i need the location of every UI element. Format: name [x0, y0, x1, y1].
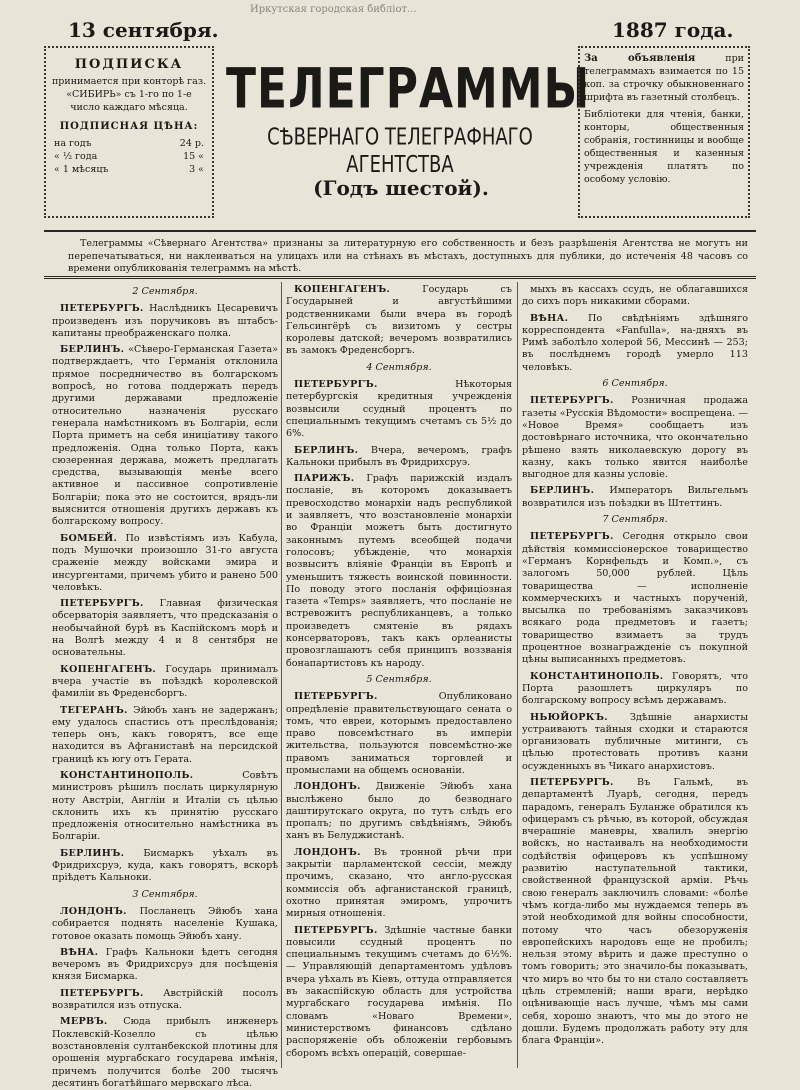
- subscription-title: ПОДПИСКА: [74, 57, 184, 72]
- masthead-title: ТЕЛЕГРАММЫ: [226, 57, 591, 122]
- telegram-text: Эйюбъ ханъ не задержанъ; ему удалось спастись отъ преслѣдованія; теперь онъ, какъ говорятъ, все еще находится въ Афганистанѣ на персидской границѣ къ югу отъ Герата.: [52, 704, 278, 765]
- telegram-item: [52, 988, 278, 1013]
- telegram-item: [52, 906, 278, 943]
- telegram-place: ВѢНА.: [530, 312, 569, 324]
- price-value: 24 р.: [179, 138, 204, 149]
- library-stamp: Иркутская городская библiот...: [250, 4, 417, 15]
- subscription-price-title: ПОДПИСНАЯ ЦѢНА:: [59, 121, 199, 132]
- telegram-text: Наслѣдникъ Цесаревичъ произведенъ изъ поручиковъ въ штабсъ-капитаны преображенскаго полка.: [52, 303, 278, 339]
- telegram-place: ПЕТЕРБУРГЪ.: [530, 531, 614, 543]
- telegram-text: Въ тронной рѣчи при закрытіи парламентской сессіи, между прочимъ, сказано, что англо-русская коммиссія объ афганистанской границѣ, охотно принятая эмиромъ, упрочитъ мирныя отношенія.: [286, 846, 512, 920]
- telegram-place: КОНСТАНТИНОПОЛЬ.: [530, 670, 664, 682]
- price-period: на годъ: [54, 138, 92, 149]
- telegram-place: КОПЕНГАГЕНЪ.: [294, 284, 391, 295]
- telegram-item: [52, 344, 278, 528]
- telegram-item: [286, 781, 512, 842]
- divider: [44, 230, 756, 232]
- telegram-item: [52, 598, 278, 659]
- issue-year: 1887 года.: [612, 18, 734, 42]
- ads-paragraph: [584, 52, 744, 104]
- telegram-place: ПЕТЕРБУРГЪ.: [60, 303, 144, 315]
- price-period: « 1 мѣсяцъ: [54, 164, 109, 175]
- price-row: [50, 163, 208, 176]
- telegram-text: Вчера, вечеромъ, графъ Кальноки прибылъ въ Фридрихсруэ.: [286, 444, 512, 468]
- telegram-text: Говорятъ, что Порта разошлетъ циркуляръ по болгарскому вопросу всѣмъ державамъ.: [522, 670, 748, 707]
- telegram-text: Сюда прибылъ инженеръ Поклевскій-Козелло съ цѣлью возстановленія султанбекской плотины для орошенія мургабскаго государева имѣнія, причемъ получится болѣе 200 тысячъ десятинъ богатѣйшаго мервскаго лѣса.: [52, 1016, 278, 1089]
- telegram-text: Здѣшніе анархисты устраиваютъ тайныя сходки и стараются организовать публичные митинги, съ цѣлью протестовать противъ казни осужденныхъ въ Чикаго анархистовъ.: [522, 711, 748, 772]
- telegram-item: [286, 691, 512, 777]
- column-1: [52, 284, 278, 1089]
- telegram-place: КОПЕНГАГЕНЪ.: [60, 663, 157, 675]
- column-2: [286, 284, 512, 1068]
- telegram-text: Главная физическая обсерваторія заявляетъ, что предсказанія о необычайной бурѣ въ Каспійскомъ морѣ и на Волгѣ между 4 и 8 сентября не основательны.: [52, 598, 278, 659]
- telegram-text: Совѣтъ министровъ рѣшилъ послать циркулярную ноту Австріи, Англіи и Италіи съ цѣлью склонить ихъ къ принятію русскаго предложенія относительно намѣстника въ Болгаріи.: [52, 769, 278, 843]
- telegram-place: ПЕТЕРБУРГЪ.: [60, 987, 144, 999]
- telegram-item: [522, 712, 748, 773]
- telegram-place: ПЕТЕРБУРГЪ.: [530, 776, 614, 788]
- telegram-place: МЕРВЪ.: [60, 1016, 108, 1028]
- telegram-item: [286, 847, 512, 921]
- price-value: 15 «: [183, 151, 204, 162]
- ads-lead: За объявленія: [584, 53, 696, 64]
- telegram-text: По извѣстіямъ изъ Кабула, подъ Мушочки произошло 31-го августа сраженіе между войсками эмира и инсургентами, причемъ убито и ранено 500 человѣкъ.: [52, 532, 278, 593]
- telegram-place: БЕРЛИНЪ.: [294, 444, 359, 456]
- price-list: [50, 137, 208, 176]
- telegram-item: [286, 379, 512, 440]
- date-heading: 3 Сентября.: [132, 888, 198, 900]
- telegram-place: НЬЮЙОРКЪ.: [530, 711, 608, 723]
- ads-box: [578, 46, 750, 218]
- telegram-item: [52, 947, 278, 984]
- telegram-item: [286, 925, 512, 1060]
- telegram-text: Австрійскій посолъ возвратился изъ отпуска.: [52, 987, 278, 1012]
- price-period: « ½ года: [54, 151, 98, 162]
- telegram-item: [52, 1016, 278, 1090]
- telegram-text: Графъ парижскій издалъ посланіе, въ которомъ доказываетъ превосходство монархіи надъ республикой и заявляетъ, что возстановленіе монархіи во Франціи можетъ быть достигнуто законнымъ путемъ всеобщей подачи голосовъ; убѣжденіе, что монархія возвыситъ вліяніе Франціи въ Европѣ и уменьшитъ тяжесть воинской повинности. По поводу этого посланія оффиціозная газета «Temps» заявляетъ, что посланіе не встревожитъ республиканцевъ, а только произведетъ смятеніе въ рядахъ консерваторовъ, такъ какъ орлеанисты провозглашаютъ себя принципъ воззванія бонапартистовъ къ народу.: [286, 473, 512, 669]
- masthead-year: (Годъ шестой).: [313, 176, 489, 200]
- telegram-place: ЛОНДОНЪ.: [294, 781, 361, 793]
- telegram-text: Движеніе Эйюбъ хана выслѣжено было до безводнаго даштирутскаго округа, по тутъ слѣдъ его пропалъ; по другимъ свѣдѣніямъ, Эйюбъ ханъ въ Белуджистанѣ.: [286, 781, 512, 842]
- telegram-text: Императоръ Вильгельмъ возвратился изъ поѣздки въ Штеттинъ.: [522, 485, 748, 509]
- telegram-continuation: [522, 284, 748, 309]
- subscription-text: принимается при конторѣ газ. «СИБИРЬ» съ 1-го по 1-е число каждаго мѣсяца.: [51, 76, 207, 113]
- date-heading: 7 Сентября.: [602, 514, 668, 526]
- telegram-place: ПЕТЕРБУРГЪ.: [294, 691, 378, 703]
- telegram-text: Сегодня открыло свои дѣйствія коммиссіонерское товарищество «Германъ Корнфельдъ и Комп.», съ залогомъ 50,000 рублей. Цѣль товарищества — исполненіе коммерческихъ и частныхъ порученій, высылка по требованіямъ заказчиковъ всякаго рода предметовъ и газетъ; товарищество взимаетъ за трудъ процентное вознагражденіе съ покупной цѣны выписанныхъ предметовъ.: [522, 531, 748, 666]
- telegram-place: БЕРЛИНЪ.: [60, 344, 125, 356]
- telegram-place: ПЕТЕРБУРГЪ.: [294, 924, 378, 936]
- telegram-item: [522, 485, 748, 510]
- telegram-item: [522, 671, 748, 708]
- divider: [44, 276, 756, 279]
- ads-paragraph-2: Библiотеки для чтенія, банки, конторы, общественныя собранія, гостинницы и вообще общественныя и казенныя учрежденія платятъ по особому условію.: [584, 109, 744, 185]
- price-row: [50, 137, 208, 150]
- telegram-place: ПЕТЕРБУРГЪ.: [294, 379, 378, 391]
- telegram-item: [52, 705, 278, 766]
- issue-date: 13 сентября.: [68, 18, 219, 42]
- telegram-text: Нѣкоторыя петербургскія кредитныя учрежденія возвысили ссудный процентъ по специальнымъ текущимъ счетамъ съ 5½ до 6%.: [286, 379, 512, 440]
- telegram-text: Розничная продажа газеты «Русскія Вѣдомости» воспрещена. — «Новое Время» сообщаетъ изъ достовѣрнаго источника, что окончательно рѣшено взять николаевскую дорогу въ казну, какъ только явится наиболѣе выгодное для казны условіе.: [522, 395, 748, 481]
- ads-text: при телеграммахъ взимается по 15 коп. за строчку обыкновеннаго шрифта въ газетный столбецъ.: [584, 53, 744, 103]
- masthead-subtitle: СѢВЕРНАГО ТЕЛЕГРАФНАГО АГЕНТСТВА: [267, 123, 533, 179]
- date-heading: 6 Сентября.: [602, 378, 668, 390]
- telegram-item: [522, 777, 748, 1048]
- telegram-item: [52, 848, 278, 885]
- telegram-item: [52, 533, 278, 594]
- telegram-item: [522, 395, 748, 481]
- telegram-place: БОМБЕЙ.: [60, 532, 118, 544]
- column-3: [522, 284, 748, 1068]
- telegram-text: мыхъ въ кассахъ ссудъ, не облагавшихся до сихъ поръ никакими сборами.: [522, 284, 748, 308]
- telegram-text: Опубликовано опредѣленіе правительствующаго сената о томъ, что евреи, которымъ предоставлено право повсемѣстнаго въ имперіи жительства, пользуются повсемѣстно-же правомъ заниматься торговлей и промыслами на общемъ основаніи.: [286, 691, 512, 776]
- telegram-item: [522, 531, 748, 666]
- copyright-notice: Телеграммы «Сѣвернаго Агентства» признаны за литературную его собственность и безъ разрѣшенія Агентства не могутъ ни перепечатываться, ни наклеиваться на улицахъ или на стѣнахъ въ мѣстахъ, доступныхъ для публики, до истеченія 48 часовъ со времени опубликованія телеграммъ на мѣстѣ.: [68, 238, 748, 274]
- telegram-text: Государь съ Государыней и августѣйшими родственниками были вчера въ городѣ Гельсингёрѣ съ визитомъ у сестры королевы датской; вечеромъ возвратились въ замокъ Фреденсборгъ.: [286, 284, 512, 357]
- price-row: [50, 150, 208, 163]
- telegram-text: Графъ Кальноки ѣдетъ сегодня вечеромъ въ Фридрихсруэ для посѣщенія князя Бисмарка.: [52, 946, 278, 983]
- column-divider: [281, 282, 282, 1068]
- telegram-item: [286, 473, 512, 670]
- telegram-item: [286, 284, 512, 358]
- price-value: 3 «: [189, 164, 204, 175]
- telegram-item: [52, 303, 278, 340]
- telegram-place: ЛОНДОНЪ.: [294, 846, 361, 858]
- telegram-text: Государь принималъ вчера участіе въ поѣздкѣ королевской фамиліи въ Фреденсборгъ.: [52, 663, 278, 700]
- telegram-item: [286, 445, 512, 470]
- telegram-place: ПАРИЖЪ.: [294, 473, 355, 485]
- telegram-text: Посланецъ Эйюбъ хана собирается поднять населеніе Кушака, готовое оказать помощь Эйюбъ хану.: [52, 905, 278, 942]
- telegram-place: ЛОНДОНЪ.: [60, 905, 127, 917]
- telegram-place: ВѢНА.: [60, 946, 99, 958]
- telegram-item: [52, 664, 278, 701]
- telegram-item: [522, 313, 748, 374]
- telegram-text: Въ Гальмѣ, въ департаментѣ Луарѣ, сегодня, передъ парадомъ, генералъ Буланже обратился къ офицерамъ съ рѣчью, въ которой, обсуждая вчерашніе маневры, хвалилъ энергію войскъ, но настаивалъ на необходимости содѣйствія офицеровъ къ успѣшному развитію наступательной тактики, свойственной французской арміи. Рѣчь свою генералъ заключилъ словами: «болѣе чѣмъ когда-либо мы нуждаемся теперь въ этой необходимой для войны способности, потому что часъ обезоруженія европейскихъ народовъ еще не пробилъ; нельзя этому вѣрить и даже преступно о томъ говорить; это значило-бы показывать, что миръ во что бы то ни стало составляетъ цѣль стремленій; наши враги, нерѣдко оцѣнивающіе насъ лучше, чѣмъ мы сами себя, хорошо знаютъ, что мы до этого не дошли. Будемъ продолжать работу эту для блага Франціи».: [522, 776, 748, 1047]
- date-heading: 5 Сентября.: [366, 673, 432, 685]
- subscription-box: [44, 46, 214, 218]
- telegram-text: Бисмаркъ уѣхалъ въ Фридрихсруэ, куда, какъ говорятъ, вскорѣ пріѣдетъ Кальноки.: [52, 847, 278, 884]
- telegram-place: БЕРЛИНЪ.: [530, 485, 595, 497]
- telegram-text: Здѣшніе частные банки повысили ссудный процентъ по специальнымъ текущимъ счетамъ до 6½%. — Управляющій департаментомъ удѣловъ вчера уѣхалъ въ Кіевъ, оттуда отправляется въ закаспійскую область для устройства мургабскаго государева имѣнія. По словамъ «Новаго Времени», министерствомъ финансовъ сдѣлано распоряженіе объ обложеніи гербовымъ сборомъ всѣхъ операцій, совершае-: [286, 924, 512, 1059]
- date-heading: 4 Сентября.: [366, 361, 432, 373]
- telegram-item: [52, 770, 278, 844]
- telegram-place: КОНСТАНТИНОПОЛЬ.: [60, 769, 194, 781]
- telegram-place: ТЕГЕРАНЪ.: [60, 704, 128, 716]
- telegram-place: ПЕТЕРБУРГЪ.: [530, 395, 614, 407]
- telegram-text: «Сѣверо-Германская Газета» подтверждаетъ, что Германія отклонила прямое посредничество въ болгарскомъ вопросѣ, но готова поддержать передъ другими державами предложеніе относительно назначенія русскаго генерала намѣстникомъ въ Болгаріи, если Порта приметъ на себя иниціативу такого предложенія. Одна только Порта, какъ сюзеренная держава, можетъ предлагать средства, вызывающія менѣе всего активное и пассивное сопротивленіе Болгаріи; пока это не состоится, врядъ-ли выяснится отношенія другихъ державъ къ болгарскому вопросу.: [52, 344, 278, 528]
- column-divider: [517, 282, 518, 1068]
- telegram-text: По свѣдѣніямъ здѣшняго корреспондента «Fanfulla», на-дняхъ въ Римѣ заболѣло холерой 56, Мессинѣ — 253; въ послѣднемъ городѣ умерло 113 человѣкъ.: [522, 312, 748, 373]
- telegram-place: ПЕТЕРБУРГЪ.: [60, 598, 144, 610]
- date-heading: 2 Сентября.: [132, 286, 198, 297]
- telegram-place: БЕРЛИНЪ.: [60, 847, 125, 859]
